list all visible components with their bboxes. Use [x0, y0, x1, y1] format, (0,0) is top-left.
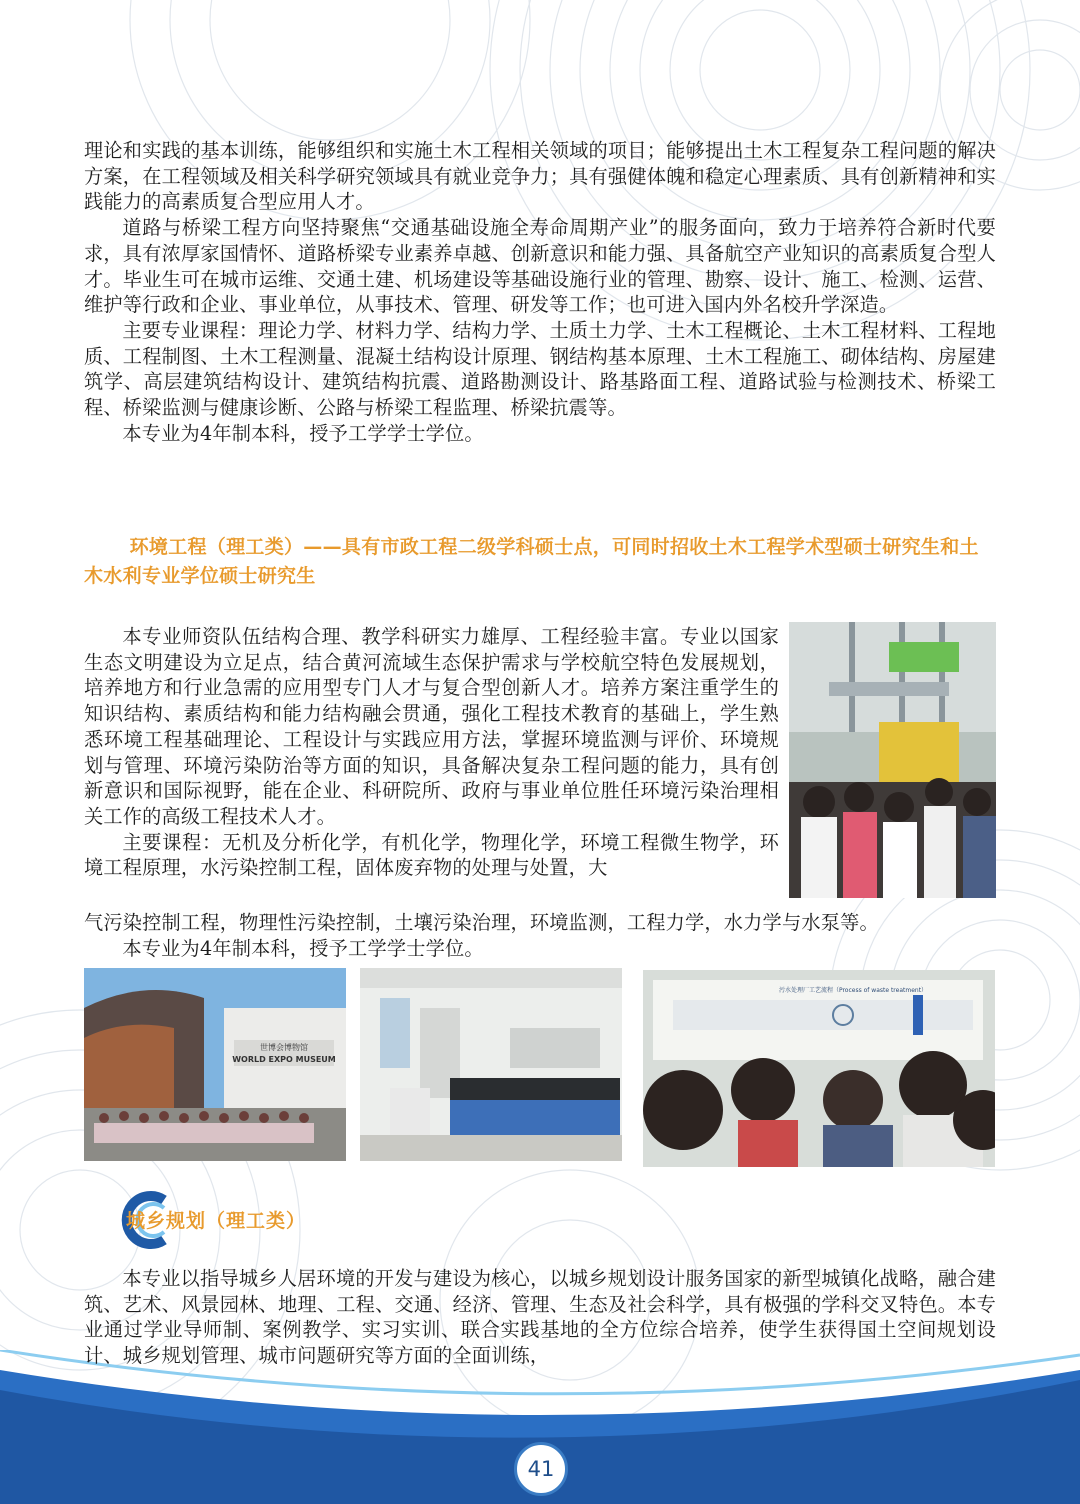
civil-paragraph-2: 道路与桥梁工程方向坚持聚焦“交通基础设施全寿命周期产业”的服务面向，致力于培养符合新时代要求，具有浓厚家国情怀、道路桥梁专业素养卓越、创新意识和能力强、具备航空产业知识的高素质复合型人才。毕业生可在城市运维、交通土建、机场建设等基础设施行业的管理、勘察、设计、施工、检测、运营、维护等行政和企业、事业单位，从事技术、管理、研发等工作；也可进入国内外名校升学深造。 — [84, 216, 996, 317]
env-degree-paragraph: 本专业为4年制本科，授予工学学士学位。 — [122, 936, 484, 960]
env-courses-paragraph-b: 气污染控制工程，物理性污染控制，土壤污染治理，环境监测，工程力学，水力学与水泵等。 — [84, 911, 879, 934]
photo-environmental-lab — [360, 968, 622, 1161]
env-paragraph-1: 本专业师资队伍结构合理、教学科研实力雄厚、工程经验丰富。专业以国家生态文明建设为立足点，结合黄河流域生态保护需求与学校航空特色发展规划，培养地方和行业急需的应用型专门人才与复合型创新人才。培养方案注重学生的知识结构、素质结构和能力结构融会贯通，强化工程技术教育的基础上，学生熟悉环境工程基础理论、工程设计与实践应用方法，掌握环境监测与评价、环境规划与管理、环境污染防治等方面的知识，具备解决复杂工程问题的能力，具有创新意识和国际视野，能在企业、科研院所、政府与事业单位胜任环境污染治理相关工作的高级工程技术人才。 — [84, 625, 779, 828]
museum-sign-en: WORLD EXPO MUSEUM — [232, 1055, 336, 1064]
civil-degree-paragraph: 本专业为4年制本科，授予工学学士学位。 — [122, 421, 484, 445]
civil-courses-paragraph: 主要专业课程：理论力学、材料力学、结构力学、土质土力学、土木工程概论、土木工程材料、工程地质、工程制图、土木工程测量、混凝土结构设计原理、钢结构基本原理、土木工程施工、砌体结构、房屋建筑学、高层建筑结构设计、建筑结构抗震、道路勘测设计、路基路面工程、道路试验与检测技术、桥梁工程、桥梁监测与健康诊断、公路与桥梁工程监理、桥梁抗震等。 — [84, 318, 996, 420]
page-number: 41 — [514, 1442, 568, 1496]
museum-sign-cn: 世博会博物馆 — [260, 1043, 308, 1052]
urban-paragraph-1: 本专业以指导城乡人居环境的开发与建设为核心，以城乡规划设计服务国家的新型城镇化战略，融合建筑、艺术、风景园林、地理、工程、交通、经济、管理、生态及社会科学，具有极强的学科交叉特色。本专业通过学业导师制、案例教学、实习实训、联合实践基地的全方位综合培养，使学生获得国土空间规划设计、城乡规划管理、城市问题研究等方面的全面训练， — [84, 1267, 996, 1368]
process-board-title: 污水处理厂工艺流程（Process of waste treatment） — [778, 987, 928, 994]
photo-students-at-facility — [789, 622, 996, 898]
urban-section-heading: 城乡规划（理工类） — [126, 1210, 307, 1232]
photo-students-process-board — [643, 970, 995, 1167]
env-courses-paragraph-a: 主要课程：无机及分析化学，有机化学，物理化学，环境工程微生物学，环境工程原理，水污染控制工程，固体废弃物的处理与处置，大 — [84, 830, 779, 880]
photo-world-expo-museum — [84, 968, 346, 1161]
civil-paragraph-1: 理论和实践的基本训练，能够组织和实施土木工程相关领域的项目；能够提出土木工程复杂工程问题的解决方案，在工程领域及相关科学研究领域具有就业竞争力；具有强健体魄和稳定心理素质、具有创新精神和实践能力的高素质复合型应用人才。 — [84, 139, 996, 214]
env-section-heading: 环境工程（理工类）——具有市政工程二级学科硕士点，可同时招收土木工程学术型硕士研究生和土木水利专业学位硕士研究生 — [84, 536, 979, 587]
